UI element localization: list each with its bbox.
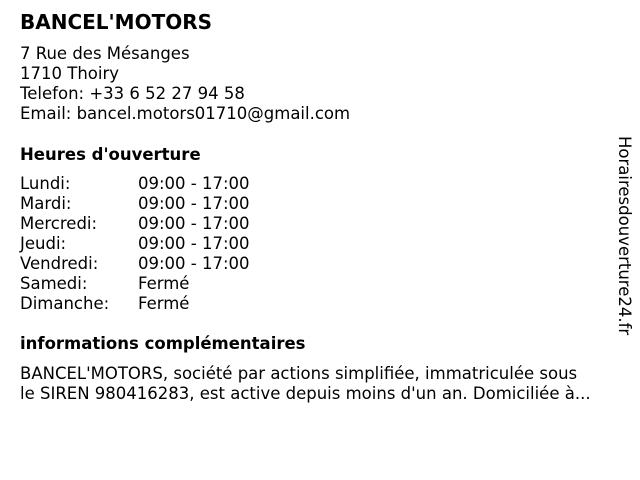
opening-hours-heading: Heures d'ouverture [20, 145, 201, 164]
address-city: 1710 Thoiry [20, 64, 119, 83]
day-hours: 09:00 - 17:00 [138, 234, 250, 253]
day-hours: 09:00 - 17:00 [138, 254, 250, 273]
hours-row-sunday [20, 294, 250, 314]
additional-info-line: le SIREN 980416283, est active depuis moins d'un an. Domiciliée à... [20, 384, 591, 403]
day-hours: Fermé [138, 274, 190, 293]
day-label: Vendredi: [20, 254, 99, 273]
business-name: BANCEL'MOTORS [20, 10, 213, 34]
day-label: Dimanche: [20, 294, 110, 313]
hours-row-friday [20, 254, 250, 274]
site-watermark: Horairesdouverture24.fr [615, 136, 634, 336]
hours-row-monday [20, 174, 250, 194]
day-hours: 09:00 - 17:00 [138, 214, 250, 233]
hours-row-wednesday [20, 214, 250, 234]
day-hours: 09:00 - 17:00 [138, 194, 250, 213]
day-label: Mercredi: [20, 214, 98, 233]
additional-info-heading: informations complémentaires [20, 334, 306, 353]
email-line: Email: bancel.motors01710@gmail.com [20, 104, 351, 123]
phone-line: Telefon: +33 6 52 27 94 58 [20, 84, 245, 103]
day-hours: 09:00 - 17:00 [138, 174, 250, 193]
hours-row-tuesday [20, 194, 250, 214]
additional-info-text [20, 364, 630, 404]
hours-row-saturday [20, 274, 250, 294]
contact-block [20, 44, 350, 124]
additional-info-line: BANCEL'MOTORS, société par actions simplifiée, immatriculée sous [20, 364, 578, 383]
opening-hours-table [20, 174, 250, 314]
day-label: Samedi: [20, 274, 88, 293]
hours-row-thursday [20, 234, 250, 254]
day-label: Jeudi: [20, 234, 67, 253]
address-street: 7 Rue des Mésanges [20, 44, 190, 63]
day-label: Mardi: [20, 194, 72, 213]
day-hours: Fermé [138, 294, 190, 313]
day-label: Lundi: [20, 174, 71, 193]
